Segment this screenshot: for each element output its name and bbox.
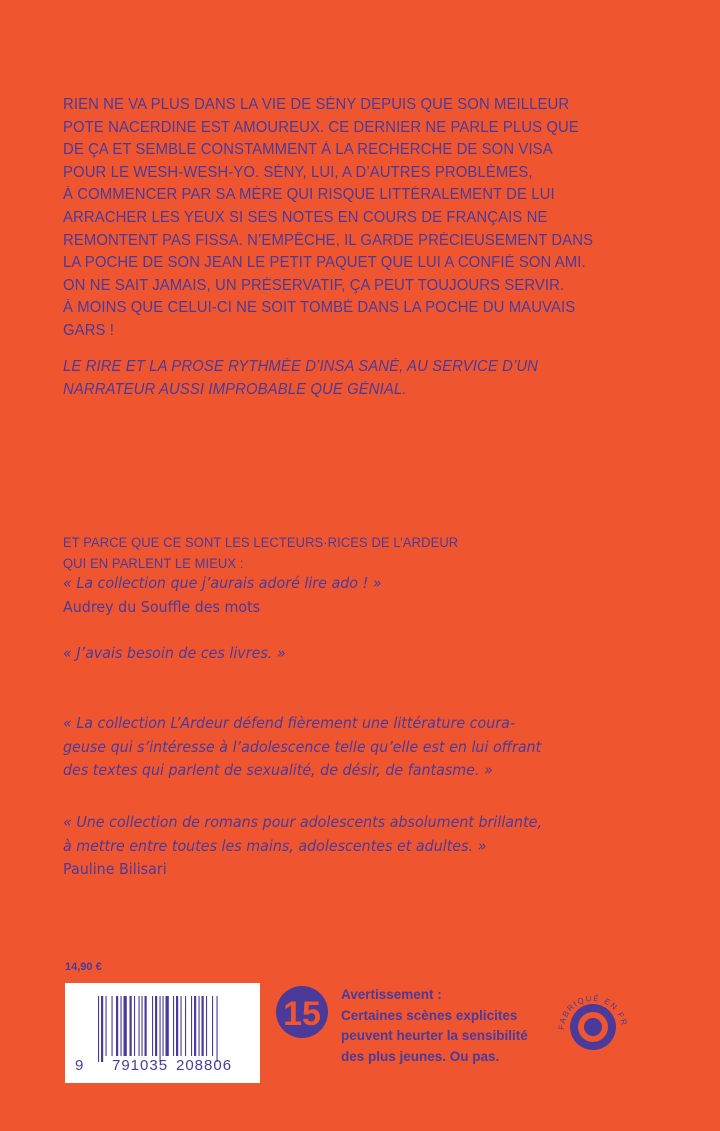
barcode-bar	[176, 996, 178, 1056]
quote-1	[63, 572, 409, 619]
barcode-bar	[121, 996, 122, 1056]
synopsis-line: LA POCHE DE SON JEAN LE PETIT PAQUET QUE LUI A CONFIÉ SON AMI.	[63, 254, 586, 272]
barcode-bar	[206, 996, 207, 1056]
made-in-text: Fabriqué en Fr	[556, 993, 629, 1031]
warning-line: peuvent heurter la sensibilité	[341, 1028, 528, 1043]
warning	[341, 985, 528, 1067]
barcode-bar	[130, 996, 132, 1056]
barcode-bar	[124, 996, 127, 1056]
quote-author: Pauline Bilisari	[63, 860, 167, 878]
synopsis-line: GARS !	[63, 321, 115, 339]
barcode-bar	[134, 996, 135, 1056]
synopsis	[63, 94, 615, 343]
barcode-bar	[217, 996, 218, 1062]
barcode-bar	[173, 996, 174, 1056]
barcode-bar	[185, 996, 186, 1056]
barcode-bar	[212, 996, 213, 1056]
barcode	[65, 983, 260, 1083]
tagline	[63, 356, 558, 401]
quote-2	[63, 642, 305, 666]
warning-title: Avertissement :	[341, 987, 442, 1002]
barcode-bar	[101, 996, 103, 1062]
barcode-bar	[112, 996, 113, 1056]
synopsis-line: ON NE SAIT JAMAIS, UN PRÉSERVATIF, ÇA PEUT TOUJOURS SERVIR.	[63, 276, 565, 294]
barcode-bar	[166, 996, 169, 1056]
barcode-bar	[106, 996, 107, 1056]
synopsis-line: REMONTENT PAS FISSA. N’EMPÊCHE, IL GARDE PRÉCIEUSEMENT DANS	[63, 231, 594, 249]
barcode-bar	[145, 996, 147, 1056]
synopsis-line: POTE NACERDINE EST AMOUREUX. CE DERNIER NE PARLE PLUS QUE	[63, 118, 579, 136]
barcode-bar	[98, 996, 99, 1062]
synopsis-line: ARRACHER LES YEUX SI SES NOTES EN COURS DE FRANÇAIS NE	[63, 208, 548, 226]
barcode-bar	[142, 996, 143, 1056]
isbn-first-digit: 9	[75, 1057, 84, 1074]
barcode-bar	[181, 996, 182, 1056]
synopsis-line: RIEN NE VA PLUS DANS LA VIE DE SÉNY DEPUIS QUE SON MEILLEUR	[63, 96, 570, 113]
barcode-bar	[152, 996, 153, 1056]
barcode-bar	[160, 996, 161, 1062]
tagline-line: LE RIRE ET LA PROSE RYTHMÉE D’INSA SANÉ, AU SERVICE D’UN	[63, 358, 539, 375]
quote-text: « J’avais besoin de ces livres. »	[63, 644, 286, 662]
age-rating-text: 15	[283, 995, 321, 1033]
isbn-group-1: 791035	[112, 1057, 169, 1074]
tagline-line: NARRATEUR AUSSI IMPROBABLE QUE GÉNIAL.	[63, 380, 407, 398]
quote-text: « La collection L’Ardeur défend fièrement une littérature coura-	[63, 714, 515, 732]
price: 14,90 €	[65, 961, 102, 973]
barcode-bar	[202, 996, 204, 1056]
quote-text: à mettre entre toutes les mains, adolescentes et adultes. »	[63, 836, 487, 855]
synopsis-line: À COMMENCER PAR SA MÈRE QUI RISQUE LITTÉRALEMENT DE LUI	[63, 186, 555, 204]
isbn-group-2: 208806	[176, 1057, 233, 1074]
barcode-bar	[163, 996, 164, 1056]
quote-text: geuse qui s’intéresse à l’adolescence telle qu’elle est en lui offrant	[63, 737, 542, 756]
age-rating-badge	[275, 985, 329, 1044]
readers-intro-line: ET PARCE QUE CE SONT LES LECTEURS·RICES DE L’ARDEUR	[63, 535, 459, 550]
readers-intro-line: QUI EN PARLENT LE MIEUX :	[63, 556, 244, 571]
synopsis-line: À MOINS QUE CELUI-CI NE SOIT TOMBÉ DANS LA POCHE DU MAUVAIS	[63, 299, 576, 317]
quote-text: des textes qui parlent de sexualité, de désir, de fantasme. »	[63, 761, 493, 779]
quote-text: « Une collection de romans pour adolescents absolument brillante,	[63, 813, 542, 831]
quote-3	[63, 712, 583, 783]
readers-intro	[63, 532, 475, 574]
synopsis-line: DE ÇA ET SEMBLE CONSTAMMENT À LA RECHERCHE DE SON VISA	[63, 141, 553, 159]
barcode-bar	[139, 996, 140, 1056]
barcode-bar	[194, 996, 196, 1056]
quote-4	[63, 811, 584, 882]
barcode-bar	[199, 996, 200, 1056]
warning-line: Certaines scènes explicites	[341, 1007, 518, 1023]
barcode-bar	[155, 996, 157, 1056]
barcode-bar	[191, 996, 192, 1056]
barcode-bar	[116, 996, 118, 1056]
warning-line: des plus jeunes. Ou pas.	[341, 1048, 500, 1064]
quote-author: Audrey du Souffle des mots	[63, 597, 261, 616]
quote-text: « La collection que j’aurais adoré lire ado ! »	[63, 574, 382, 592]
made-in-france-logo	[552, 980, 632, 1065]
synopsis-line: POUR LE WESH-WESH-YO. SÉNY, LUI, A D’AUTRES PROBLÈMES,	[63, 163, 533, 181]
